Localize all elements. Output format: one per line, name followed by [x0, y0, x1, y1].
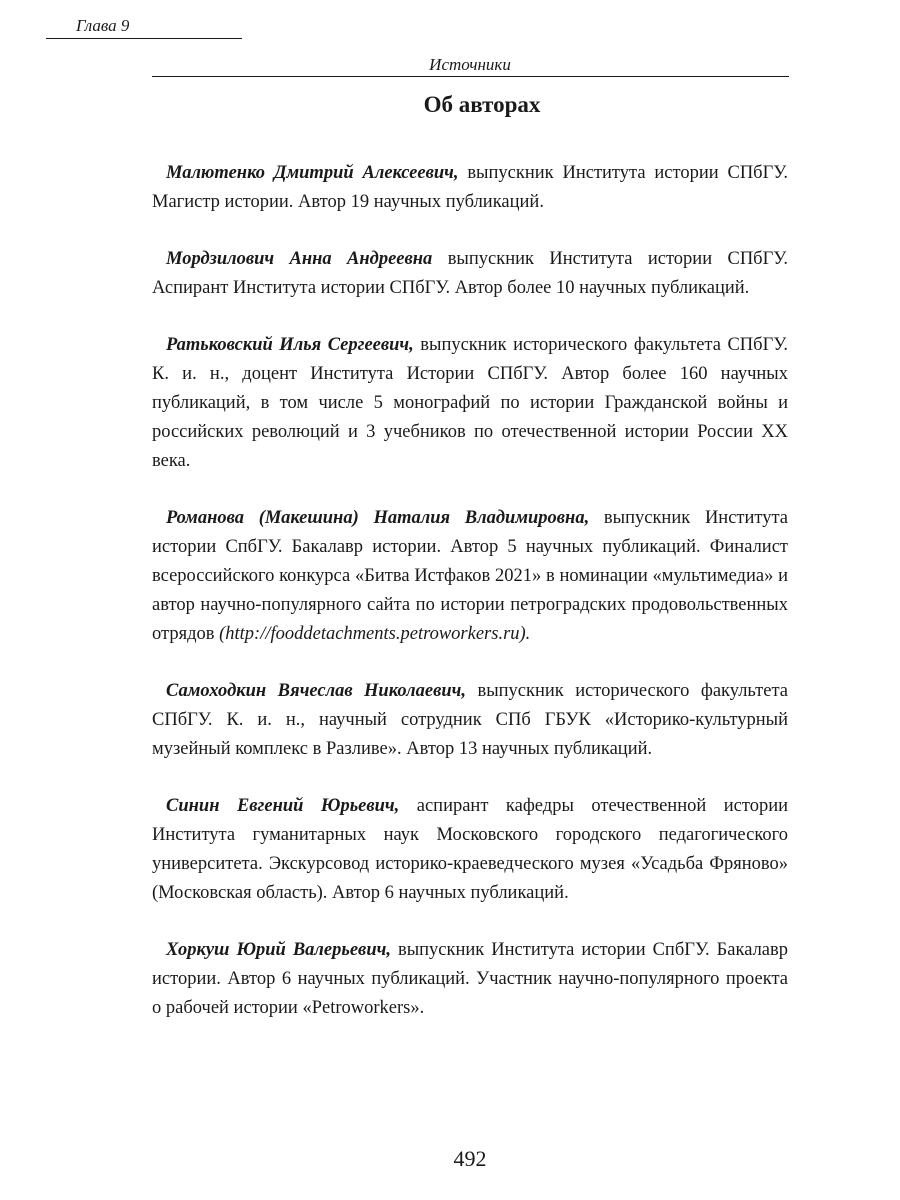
author-bio: выпускник Института истории СпбГУ. Бакалавр истории. Автор 5 научных публикаций. Финалист всероссийского конкурса «Битва Истфаков 2021» в номинации «мультимедиа» и автор научно-популярного сайта по истории петроградских продовольственных отрядов: [152, 508, 789, 644]
author-entry: [152, 245, 788, 303]
author-entry: [152, 936, 788, 1023]
chapter-rule: [46, 38, 242, 39]
author-bio: выпускник Института истории СпбГУ. Бакалавр истории. Автор 6 научных публикаций. Участник научно-популярного проекта о рабочей истории «Petroworkers».: [152, 940, 788, 1018]
author-name: Романова (Макешина) Наталия Владимировна,: [166, 508, 590, 528]
author-name: Малютенко Дмитрий Алексеевич,: [166, 163, 459, 183]
author-name: Синин Евгений Юрьевич,: [166, 796, 400, 816]
author-bio: выпускник Института истории СПбГУ. Магистр истории. Автор 19 научных публикаций.: [152, 163, 788, 212]
author-name: Ратьковский Илья Сергеевич,: [166, 335, 414, 355]
author-entry: [152, 792, 788, 908]
page-title: Об авторах: [423, 92, 541, 117]
section-rule: [152, 76, 789, 77]
author-name: Мордзилович Анна Андреевна: [166, 249, 433, 269]
author-bio: выпускник Института истории СПбГУ. Аспирант Института истории СПбГУ. Автор более 10 научных публикаций.: [152, 249, 788, 298]
author-entry: [152, 331, 788, 476]
author-entry: [152, 504, 788, 649]
author-bio: выпускник исторического факультета СПбГУ. К. и. н., научный сотрудник СПб ГБУК «Историко-культурный музейный комплекс в Разливе». Автор 13 научных публикаций.: [152, 681, 788, 759]
author-name: Хоркуш Юрий Валерьевич,: [166, 940, 391, 960]
author-bio: аспирант кафедры отечественной истории Института гуманитарных наук Московского городского педагогического университета. Экскурсовод историко-краеведческого музея «Усадьба Фряново» (Московская область). Автор 6 научных публикаций.: [152, 796, 788, 903]
author-entry: [152, 677, 788, 764]
authors-list: [152, 159, 788, 1023]
author-entry: [152, 159, 788, 217]
website-link[interactable]: (http://fooddetachments.petroworkers.ru).: [219, 624, 531, 644]
chapter-running-head: Глава 9: [76, 16, 130, 35]
section-running-head: Источники: [429, 55, 511, 74]
author-bio: выпускник исторического факультета СПбГУ. К. и. н., доцент Института Истории СПбГУ. Автор более 160 научных публикаций, в том числе 5 монографий по истории Гражданской войны и российских революций и 3 учебников по отечественной истории России XX века.: [152, 335, 788, 471]
page-number: 492: [453, 1146, 487, 1171]
author-name: Самоходкин Вячеслав Николаевич,: [166, 681, 467, 701]
